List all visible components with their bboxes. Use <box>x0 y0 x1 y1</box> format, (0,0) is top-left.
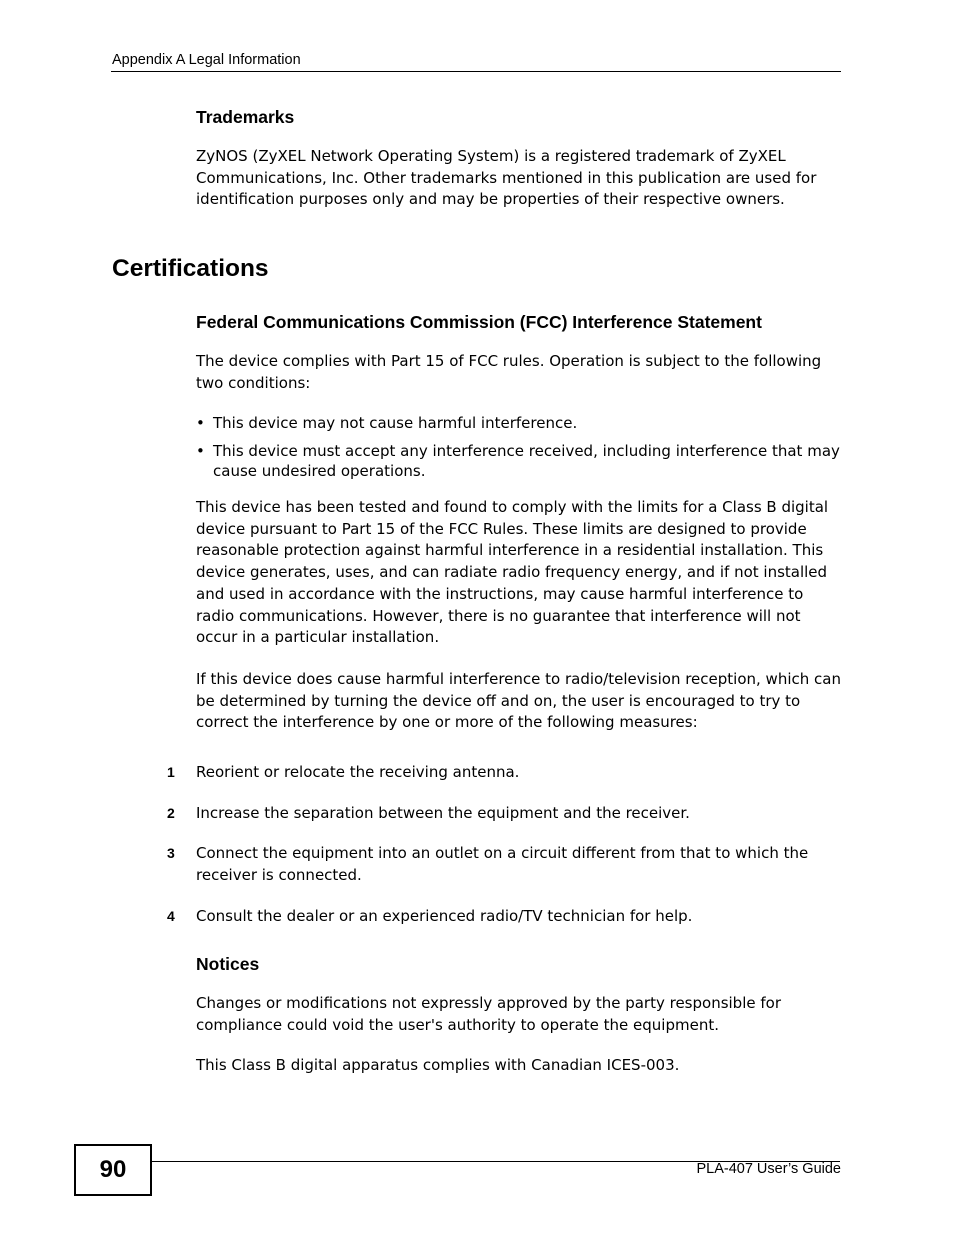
fcc-heading: Federal Communications Commission (FCC) Interference Statement <box>196 312 762 332</box>
bullet-item-1: This device may not cause harmful interference. <box>213 414 578 432</box>
step-number: 1 <box>167 764 175 780</box>
step-text: Increase the separation between the equipment and the receiver. <box>196 804 690 822</box>
bullet-marker: • <box>196 414 205 432</box>
guide-title: PLA-407 User’s Guide <box>696 1161 841 1177</box>
step-text: Consult the dealer or an experienced radio/TV technician for help. <box>196 907 693 925</box>
running-header: Appendix A Legal Information <box>112 52 301 68</box>
bullet-item-2: This device must accept any interference received, including interference that may cause undesired operations. <box>213 442 840 480</box>
step-text: Reorient or relocate the receiving antenna. <box>196 763 520 781</box>
notices-paragraph-2: This Class B digital apparatus complies with Canadian ICES-003. <box>196 1056 680 1074</box>
trademarks-paragraph: ZyNOS (ZyXEL Network Operating System) is a registered trademark of ZyXEL Communications, Inc. Other trademarks mentioned in this publication are used for identification purposes only and may be properties of their respective owners. <box>196 147 817 209</box>
notices-paragraph-1: Changes or modifications not expressly approved by the party responsible for compliance could void the user's authority to operate the equipment. <box>196 994 781 1034</box>
fcc-measures-paragraph: If this device does cause harmful interference to radio/television reception, which can be determined by turning the device off and on, the user is encouraged to try to correct the interference by one or more of the following measures: <box>196 670 841 732</box>
header-divider <box>111 71 841 72</box>
fcc-tested-paragraph: This device has been tested and found to comply with the limits for a Class B digital device pursuant to Part 15 of the FCC Rules. These limits are designed to provide reasonable protection against harmful interference in a residential installation. This device generates, uses, and can radiate radio frequency energy, and if not installed and used in accordance with the instructions, may cause harmful interference to radio communications. However, there is no guarantee that interference will not occur in a particular installation. <box>196 498 829 647</box>
step-number: 2 <box>167 805 175 821</box>
step-number: 4 <box>167 908 175 924</box>
trademarks-heading: Trademarks <box>196 107 295 127</box>
bullet-marker: • <box>196 442 205 460</box>
step-text: Connect the equipment into an outlet on a circuit different from that to which the receiver is connected. <box>196 844 809 884</box>
fcc-intro-paragraph: The device complies with Part 15 of FCC rules. Operation is subject to the following two conditions: <box>196 352 822 392</box>
certifications-heading: Certifications <box>112 255 269 282</box>
notices-heading: Notices <box>196 954 260 974</box>
page-number: 90 <box>74 1144 152 1196</box>
step-number: 3 <box>167 845 175 861</box>
